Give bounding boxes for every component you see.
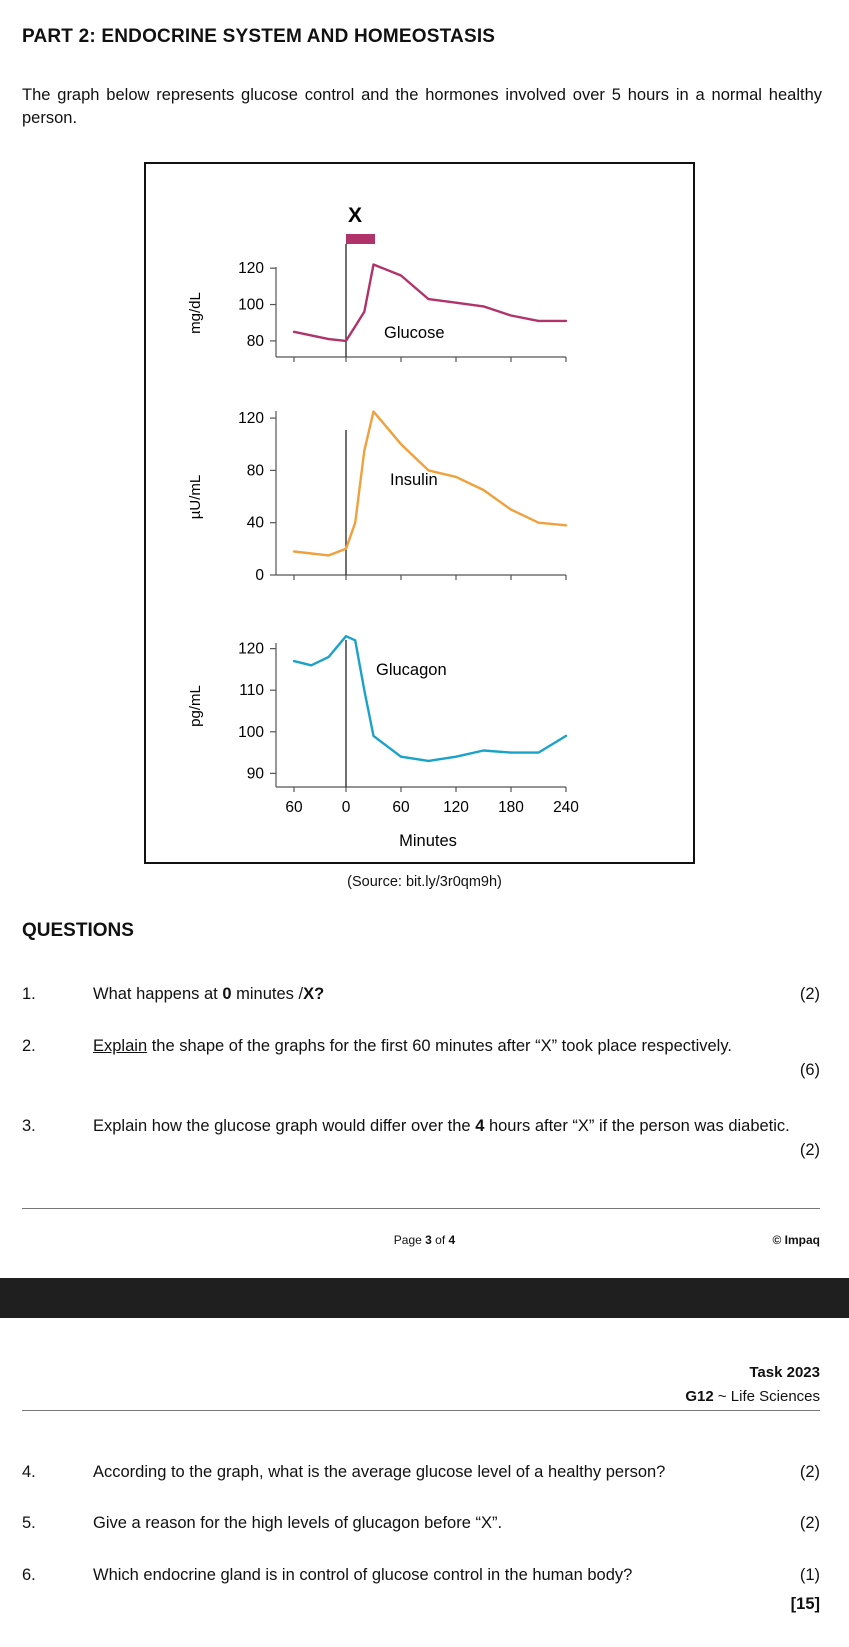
glucagon-y-tick-label: 120 bbox=[238, 640, 264, 658]
glucose-series-label: Glucose bbox=[384, 324, 445, 342]
x-tick-label: 60 bbox=[392, 799, 410, 816]
question-3 bbox=[22, 1114, 820, 1162]
question-number: 1. bbox=[22, 985, 36, 1003]
question-text: What happens at 0 minutes /X? bbox=[93, 985, 325, 1003]
question-text: According to the graph, what is the average glucose level of a healthy person? bbox=[93, 1463, 666, 1481]
question-marks: (6) bbox=[799, 1061, 820, 1079]
question-number: 4. bbox=[22, 1463, 36, 1481]
x-tick-label: 240 bbox=[553, 799, 579, 816]
question-marks: (2) bbox=[799, 1514, 820, 1532]
question-marks: (1) bbox=[799, 1566, 820, 1584]
x-tick-label: 60 bbox=[285, 799, 303, 816]
question-4 bbox=[22, 1460, 820, 1484]
intro-paragraph: The graph below represents glucose control and the hormones involved over 5 hours in a normal healthy person. bbox=[22, 86, 822, 127]
insulin-y-tick-label: 0 bbox=[255, 567, 264, 584]
insulin-y-tick-label: 120 bbox=[238, 410, 264, 428]
question-5 bbox=[22, 1511, 820, 1535]
page-number: Page 3 of 4 bbox=[393, 1233, 456, 1247]
question-number: 2. bbox=[22, 1037, 36, 1055]
question-number: 6. bbox=[22, 1566, 36, 1584]
section-heading: PART 2: ENDOCRINE SYSTEM AND HOMEOSTASIS bbox=[22, 26, 496, 47]
x-axis-title: Minutes bbox=[399, 832, 457, 850]
glucose-y-tick-label: 100 bbox=[238, 296, 264, 314]
glucagon-y-tick-label: 110 bbox=[239, 682, 264, 700]
question-text: Which endocrine gland is in control of glucose control in the human body? bbox=[93, 1566, 633, 1584]
copyright: © Impaq bbox=[772, 1233, 820, 1247]
questions-heading: QUESTIONS bbox=[22, 920, 134, 941]
question-1 bbox=[22, 982, 820, 1006]
glucagon-series-line bbox=[294, 636, 566, 761]
x-tick-label: 0 bbox=[341, 799, 351, 816]
glucose-ylabel: mg/dL bbox=[187, 292, 204, 334]
marker-x-label: X bbox=[347, 204, 363, 227]
question-text: Explain how the glucose graph would differ over the 4 hours after “X” if the person was diabetic. bbox=[93, 1117, 790, 1135]
question-6 bbox=[22, 1563, 820, 1587]
question-number: 3. bbox=[22, 1117, 36, 1135]
insulin-ylabel: µU/mL bbox=[187, 474, 204, 520]
figure-source: (Source: bit.ly/3r0qm9h) bbox=[347, 874, 502, 890]
glucose-y-tick-label: 80 bbox=[246, 332, 264, 350]
question-text: Give a reason for the high levels of glucagon before “X”. bbox=[93, 1514, 503, 1532]
question-marks: (2) bbox=[799, 1463, 820, 1481]
glucose-y-tick-label: 120 bbox=[238, 260, 264, 278]
glucagon-y-tick-label: 90 bbox=[246, 765, 264, 783]
x-tick-label: 180 bbox=[498, 799, 524, 816]
header-divider bbox=[22, 1410, 820, 1411]
question-marks: (2) bbox=[799, 1141, 820, 1159]
marker-x-bar bbox=[346, 234, 375, 244]
page-break-band bbox=[0, 1278, 849, 1318]
question-2 bbox=[22, 1034, 820, 1082]
insulin-y-tick-label: 40 bbox=[246, 514, 264, 532]
total-marks: [15] bbox=[790, 1595, 820, 1613]
insulin-y-tick-label: 80 bbox=[246, 462, 264, 480]
task-title: Task 2023 bbox=[749, 1364, 820, 1381]
x-tick-label: 120 bbox=[443, 799, 469, 816]
glucagon-series-label: Glucagon bbox=[376, 661, 447, 679]
question-text: Explain the shape of the graphs for the first 60 minutes after “X” took place respectively. bbox=[93, 1037, 732, 1055]
glucagon-ylabel: pg/mL bbox=[187, 685, 204, 727]
insulin-series-label: Insulin bbox=[390, 471, 438, 489]
grade-subject: G12 ~ Life Sciences bbox=[685, 1388, 820, 1405]
question-number: 5. bbox=[22, 1514, 36, 1532]
footer-divider bbox=[22, 1208, 820, 1209]
glucagon-y-tick-label: 100 bbox=[238, 723, 264, 741]
question-marks: (2) bbox=[799, 985, 820, 1003]
